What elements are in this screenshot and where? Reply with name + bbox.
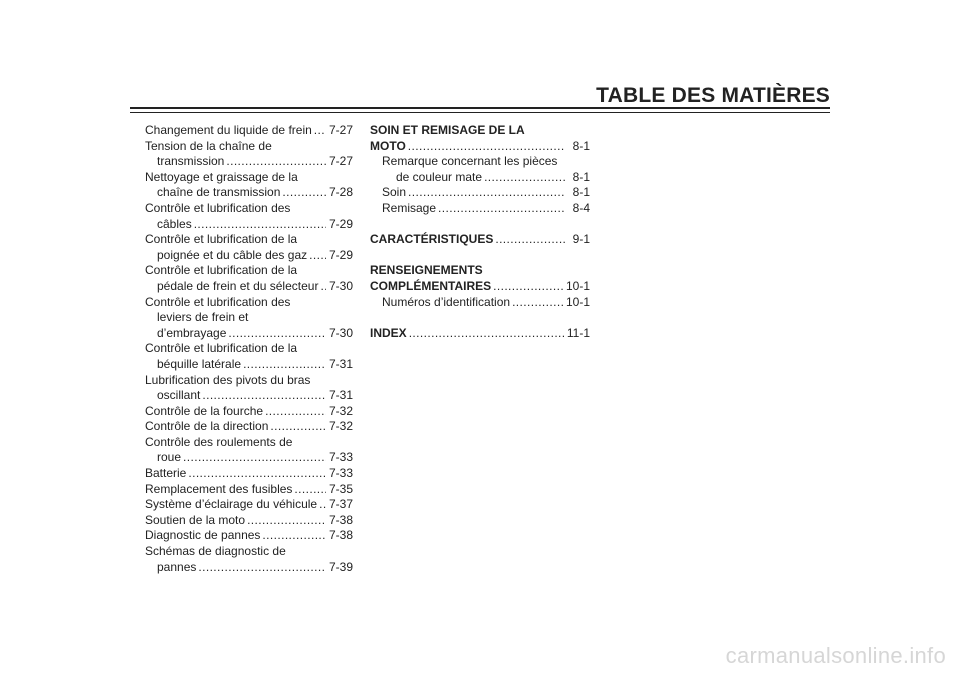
- toc-entry[interactable]: Lubrification des pivots du bras oscillant ..... 7-31: [145, 373, 353, 404]
- page-number: 7-27: [328, 123, 353, 137]
- page-number: 10-1: [565, 278, 590, 293]
- toc-entry[interactable]: Numéros d’identification ..... 10-1: [370, 295, 590, 311]
- toc-entry[interactable]: Nettoyage et graissage de la chaîne de transmission ..... 7-28: [145, 170, 353, 201]
- toc-entry[interactable]: Contrôle de la direction ..... 7-32: [145, 419, 353, 435]
- toc-entry[interactable]: Soin ..... 8-1: [370, 185, 590, 201]
- toc-entry[interactable]: Contrôle et lubrification de la pédale de frein et du sélecteur ..... 7-30: [145, 263, 353, 294]
- page-number: 7-39: [328, 559, 353, 574]
- toc-entry[interactable]: Diagnostic de pannes ..... 7-38: [145, 528, 353, 544]
- page-number: 7-33: [328, 466, 353, 481]
- page-number: 11-1: [566, 325, 590, 340]
- toc-section-care-storage[interactable]: SOIN ET REMISAGE DE LA MOTO ..... 8-1: [370, 123, 590, 154]
- page-number: 9-1: [572, 232, 590, 247]
- page-number: 10-1: [565, 294, 590, 309]
- toc-section-index[interactable]: INDEX ..... 11-1: [370, 326, 590, 342]
- toc-right-column: [370, 123, 590, 341]
- toc-entry[interactable]: Soutien de la moto ..... 7-38: [145, 513, 353, 529]
- page-number: 7-31: [328, 388, 353, 403]
- watermark: carmanualsonline.info: [725, 643, 946, 668]
- title-rule-thin: [130, 112, 830, 113]
- toc-entry[interactable]: Tension de la chaîne de transmission ..... 7-27: [145, 139, 353, 170]
- page-number: 7-29: [328, 216, 353, 231]
- toc-left-column: [145, 123, 353, 575]
- toc-section-consumer-info[interactable]: RENSEIGNEMENTS COMPLÉMENTAIRES ..... 10-1: [370, 263, 590, 294]
- page-number: 7-30: [328, 278, 353, 293]
- toc-entry[interactable]: Contrôle et lubrification des leviers de frein et d’embrayage ..... 7-30: [145, 295, 353, 342]
- title-rule-thick: [130, 107, 830, 109]
- toc-section-specifications[interactable]: CARACTÉRISTIQUES ..... 9-1: [370, 232, 590, 248]
- page-number: 7-29: [328, 247, 353, 262]
- toc-entry[interactable]: Changement du liquide de frein ..... 7-27: [145, 123, 353, 139]
- page-number: 8-1: [572, 169, 590, 184]
- page-number: 7-33: [328, 450, 353, 465]
- page-number: 7-32: [328, 419, 353, 434]
- toc-entry[interactable]: Remplacement des fusibles ..... 7-35: [145, 482, 353, 498]
- page-number: 7-38: [328, 528, 353, 543]
- page-number: 7-37: [328, 497, 353, 512]
- page-number: 8-4: [572, 200, 590, 215]
- toc-entry[interactable]: Contrôle des roulements de roue ..... 7-33: [145, 435, 353, 466]
- page-number: 7-28: [328, 185, 353, 200]
- page-number: 7-31: [328, 356, 353, 371]
- toc-entry[interactable]: Remisage ..... 8-4: [370, 201, 590, 217]
- page-number: 8-1: [572, 185, 590, 200]
- page-number: 7-30: [328, 325, 353, 340]
- page-number: 8-1: [572, 138, 590, 153]
- toc-entry[interactable]: Contrôle et lubrification des câbles ..... 7-29: [145, 201, 353, 232]
- toc-entry[interactable]: Batterie ..... 7-33: [145, 466, 353, 482]
- page-title: TABLE DES MATIÈRES: [596, 84, 830, 107]
- page-number: 7-35: [328, 481, 353, 496]
- toc-entry[interactable]: Contrôle et lubrification de la béquille latérale ..... 7-31: [145, 341, 353, 372]
- toc-entry[interactable]: Système d’éclairage du véhicule ..... 7-37: [145, 497, 353, 513]
- toc-entry[interactable]: Remarque concernant les pièces de couleur mate ..... 8-1: [370, 154, 590, 185]
- page-number: 7-27: [328, 154, 353, 169]
- toc-entry[interactable]: Contrôle de la fourche ..... 7-32: [145, 404, 353, 420]
- page-number: 7-32: [328, 403, 353, 418]
- page-number: 7-38: [328, 512, 353, 527]
- toc-entry[interactable]: Contrôle et lubrification de la poignée et du câble des gaz ..... 7-29: [145, 232, 353, 263]
- toc-entry[interactable]: Schémas de diagnostic de pannes ..... 7-39: [145, 544, 353, 575]
